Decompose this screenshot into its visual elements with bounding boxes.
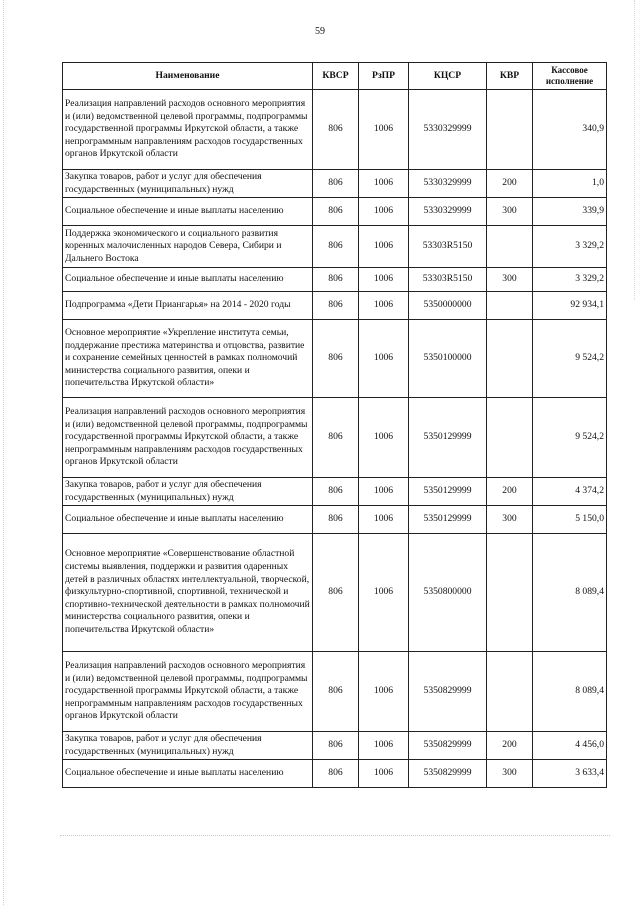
cell-kvsr: 806	[313, 478, 359, 506]
cell-kvsr: 806	[313, 170, 359, 198]
table-header-row	[63, 63, 607, 90]
header-name: Наименование	[63, 63, 313, 90]
cell-amount: 340,9	[533, 90, 607, 170]
cell-kcsr: 5350800000	[409, 534, 487, 652]
table-row	[63, 226, 607, 268]
cell-kvr	[487, 292, 533, 320]
cell-kcsr: 5350100000	[409, 320, 487, 398]
cell-kcsr: 5350829999	[409, 732, 487, 760]
table-row	[63, 292, 607, 320]
cell-amount: 5 150,0	[533, 506, 607, 534]
table-row	[63, 478, 607, 506]
cell-amount: 3 329,2	[533, 268, 607, 292]
cell-rzpr: 1006	[359, 226, 409, 268]
table-row	[63, 760, 607, 788]
cell-amount: 1,0	[533, 170, 607, 198]
cell-name: Основное мероприятие «Совершенствование областной системы выявления, поддержки и развития одаренных детей в различных областях интеллектуальной, творческой, физкультурно-спортивной, спортивной, технической и спортивно-технической деятельности в рамках полномочий министерства социального развития, опеки и попечительства Иркутской области»	[63, 534, 313, 652]
cell-name: Реализация направлений расходов основного мероприятия и (или) ведомственной целевой программы, подпрограммы государственной программы Иркутской области, а также непрограммным направлениям расходов государственных органов Иркутской области	[63, 398, 313, 478]
cell-amount: 8 089,4	[533, 534, 607, 652]
cell-kcsr: 5350129999	[409, 398, 487, 478]
header-amount: Кассовое исполнение	[533, 63, 607, 90]
cell-name: Реализация направлений расходов основного мероприятия и (или) ведомственной целевой программы, подпрограммы государственной программы Иркутской области, а также непрограммным направлениям расходов государственных органов Иркутской области	[63, 90, 313, 170]
page-number: 59	[315, 26, 325, 37]
table-row	[63, 268, 607, 292]
cell-kvr: 300	[487, 506, 533, 534]
cell-name: Закупка товаров, работ и услуг для обеспечения государственных (муниципальных) нужд	[63, 170, 313, 198]
cell-kvsr: 806	[313, 90, 359, 170]
cell-kcsr: 53303R5150	[409, 268, 487, 292]
cell-kvr: 300	[487, 760, 533, 788]
cell-kvr	[487, 652, 533, 732]
cell-kvsr: 806	[313, 320, 359, 398]
cell-rzpr: 1006	[359, 398, 409, 478]
cell-name: Закупка товаров, работ и услуг для обеспечения государственных (муниципальных) нужд	[63, 732, 313, 760]
cell-kvr: 200	[487, 732, 533, 760]
cell-name: Закупка товаров, работ и услуг для обеспечения государственных (муниципальных) нужд	[63, 478, 313, 506]
cell-name: Подпрограмма «Дети Приангарья» на 2014 - 2020 годы	[63, 292, 313, 320]
cell-kcsr: 5350829999	[409, 652, 487, 732]
cell-rzpr: 1006	[359, 170, 409, 198]
scan-edge-right	[634, 0, 636, 300]
cell-rzpr: 1006	[359, 90, 409, 170]
cell-amount: 4 374,2	[533, 478, 607, 506]
cell-kvr	[487, 320, 533, 398]
cell-rzpr: 1006	[359, 198, 409, 226]
cell-name: Социальное обеспечение и иные выплаты населению	[63, 268, 313, 292]
cell-amount: 3 329,2	[533, 226, 607, 268]
header-kvsr: КВСР	[313, 63, 359, 90]
cell-kcsr: 5350129999	[409, 478, 487, 506]
cell-amount: 339,9	[533, 198, 607, 226]
cell-rzpr: 1006	[359, 652, 409, 732]
header-kvr: КВР	[487, 63, 533, 90]
table-row	[63, 198, 607, 226]
table-row	[63, 506, 607, 534]
cell-kvsr: 806	[313, 398, 359, 478]
cell-name: Социальное обеспечение и иные выплаты населению	[63, 506, 313, 534]
cell-kvsr: 806	[313, 534, 359, 652]
cell-name: Основное мероприятие «Укрепление института семьи, поддержание престижа материнства и отцовства, развитие и сохранение семейных ценностей в рамках полномочий министерства социального развития, опеки и попечительства Иркутской области»	[63, 320, 313, 398]
table-row	[63, 652, 607, 732]
table-row	[63, 398, 607, 478]
cell-rzpr: 1006	[359, 478, 409, 506]
table-row	[63, 320, 607, 398]
table-row	[63, 90, 607, 170]
cell-kvsr: 806	[313, 226, 359, 268]
scan-edge-left	[3, 0, 5, 905]
cell-kvsr: 806	[313, 652, 359, 732]
cell-rzpr: 1006	[359, 760, 409, 788]
cell-kvsr: 806	[313, 268, 359, 292]
cell-kvsr: 806	[313, 760, 359, 788]
header-rzpr: РзПР	[359, 63, 409, 90]
cell-kvsr: 806	[313, 292, 359, 320]
cell-name: Социальное обеспечение и иные выплаты населению	[63, 198, 313, 226]
cell-kcsr: 5350000000	[409, 292, 487, 320]
header-kcsr: КЦСР	[409, 63, 487, 90]
cell-kvr: 200	[487, 478, 533, 506]
cell-kcsr: 5350829999	[409, 760, 487, 788]
cell-kcsr: 5330329999	[409, 198, 487, 226]
table-row	[63, 732, 607, 760]
cell-kcsr: 5330329999	[409, 90, 487, 170]
cell-amount: 8 089,4	[533, 652, 607, 732]
cell-kcsr: 5330329999	[409, 170, 487, 198]
cell-rzpr: 1006	[359, 320, 409, 398]
cell-rzpr: 1006	[359, 292, 409, 320]
cell-kvr	[487, 534, 533, 652]
cell-kvsr: 806	[313, 198, 359, 226]
cell-amount: 9 524,2	[533, 320, 607, 398]
cell-kvr: 300	[487, 198, 533, 226]
cell-kvr: 200	[487, 170, 533, 198]
cell-rzpr: 1006	[359, 732, 409, 760]
cell-rzpr: 1006	[359, 506, 409, 534]
cell-rzpr: 1006	[359, 268, 409, 292]
cell-kvr: 300	[487, 268, 533, 292]
cell-kvsr: 806	[313, 506, 359, 534]
cell-rzpr: 1006	[359, 534, 409, 652]
cell-name: Поддержка экономического и социального развития коренных малочисленных народов Севера, Сибири и Дальнего Востока	[63, 226, 313, 268]
cell-kvr	[487, 226, 533, 268]
cell-kcsr: 5350129999	[409, 506, 487, 534]
cell-amount: 4 456,0	[533, 732, 607, 760]
cell-name: Социальное обеспечение и иные выплаты населению	[63, 760, 313, 788]
cell-amount: 3 633,4	[533, 760, 607, 788]
cell-kvsr: 806	[313, 732, 359, 760]
cell-kcsr: 53303R5150	[409, 226, 487, 268]
scan-artifact-line	[60, 835, 610, 838]
cell-amount: 92 934,1	[533, 292, 607, 320]
cell-kvr	[487, 90, 533, 170]
cell-name: Реализация направлений расходов основного мероприятия и (или) ведомственной целевой программы, подпрограммы государственной программы Иркутской области, а также непрограммным направлениям расходов государственных органов Иркутской области	[63, 652, 313, 732]
table-row	[63, 534, 607, 652]
cell-amount: 9 524,2	[533, 398, 607, 478]
cell-kvr	[487, 398, 533, 478]
budget-execution-table	[62, 62, 607, 788]
table-row	[63, 170, 607, 198]
